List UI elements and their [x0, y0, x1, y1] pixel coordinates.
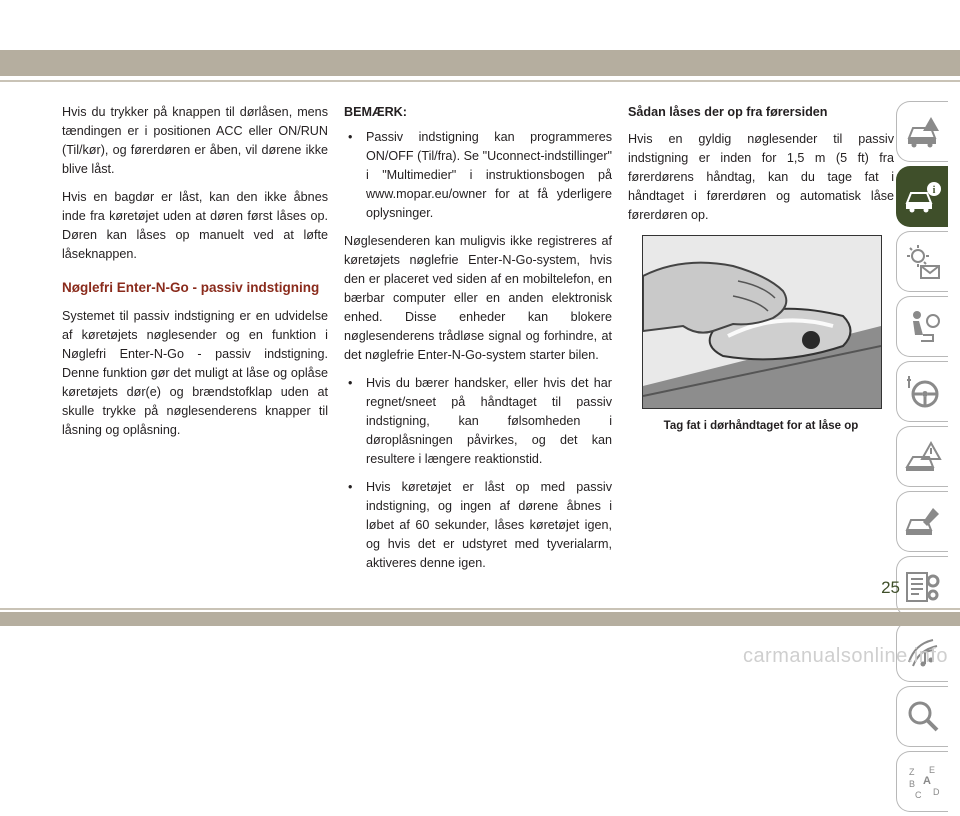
- paragraph: Hvis en bagdør er låst, kan den ikke åbnes inde fra køretøjet uden at døren først låses op. Døren kan låses op manuelt ved at løfte låseknappen.: [62, 190, 328, 261]
- seat-airbag-icon: [903, 307, 943, 347]
- header-rule: [0, 80, 960, 82]
- svg-text:A: A: [922, 774, 931, 787]
- bullet-list: [344, 374, 612, 573]
- paragraph: Hvis du trykker på knappen til dørlåsen, mens tændingen er i positionen ACC eller ON/RUN (Til/kør), og førerdøren er åben, vil dørene ikke blive låst.: [62, 105, 328, 176]
- roadside-triangle-icon: [903, 437, 943, 477]
- svg-text:E: E: [928, 764, 935, 775]
- paragraph: Systemet til passiv indstigning er en udvidelse af køretøjets nøglesender og en funktion i Nøglefri Enter-N-Go - passiv indstigning. Denne funktion gør det muligt at låse og oplåse køretøjets dør(e) og brændstofklap uden at skulle trykke på nøglesenderens knapper til låsning og oplåsning.: [62, 309, 328, 437]
- photo-caption: Tag fat i dørhåndtaget for at låse op: [663, 420, 859, 432]
- paragraph: Hvis en gyldig nøglesender til passiv indstigning er inden for 1,5 m (5 ft) fra førerdørens håndtag, kan du tage fat i håndtaget i førerdøren og automatisk låse førerdøren op.: [628, 132, 894, 222]
- list-item: • Hvis du bærer handsker, eller hvis det har regnet/sneet på håndtaget til passiv indstigning, kan følsomheden i døroplåsningen påvirkes, og det kan resultere i længere reaktionstid.: [344, 374, 612, 469]
- bullet-list: [344, 128, 612, 223]
- section-title: Sådan låses der op fra førersiden: [628, 105, 828, 119]
- car-warning-icon: [903, 112, 943, 152]
- list-item: • Passiv indstigning kan programmeres ON/OFF (Til/fra). Se "Uconnect-indstillinger" i "Multimedier" i instruktionsbogen på www.mopar.eu/owner for at få yderligere oplysninger.: [344, 128, 612, 223]
- tab-emergency[interactable]: [896, 426, 948, 487]
- light-message-icon: [903, 242, 943, 282]
- car-info-icon: [903, 177, 943, 217]
- tab-safety[interactable]: [896, 296, 948, 357]
- car-wrench-icon: [903, 502, 943, 542]
- section-heading: Nøglefri Enter-N-Go - passiv indstigning: [62, 280, 320, 295]
- footer-rule: [0, 608, 960, 610]
- tab-starting-driving[interactable]: [896, 361, 948, 422]
- spec-list-gear-icon: [903, 567, 943, 607]
- tab-search[interactable]: [896, 686, 948, 747]
- door-handle-photo: [642, 235, 882, 409]
- footer-band: [0, 612, 960, 626]
- watermark: carmanualsonline.info: [742, 645, 948, 667]
- column-middle: [344, 103, 612, 582]
- column-right: [628, 103, 894, 436]
- svg-text:D: D: [932, 786, 939, 797]
- chapter-tabs: [896, 101, 948, 816]
- steering-wheel-icon: [903, 372, 943, 412]
- tab-lights-messages[interactable]: [896, 231, 948, 292]
- tab-car-warning[interactable]: [896, 101, 948, 162]
- column-left: [62, 103, 328, 449]
- svg-text:Z: Z: [908, 766, 914, 777]
- note-label: BEMÆRK:: [344, 105, 407, 119]
- tab-index[interactable]: [896, 751, 948, 812]
- tab-service[interactable]: [896, 491, 948, 552]
- paragraph: Nøglesenderen kan muligvis ikke registreres af køretøjets nøglefrie Enter-N-Go-system, hvis den er placeret ved siden af en mobiltelefon, en bærbar computer eller en anden elektronisk enhed. Disse enheder kan blokere nøglesenderens trådløse signal og forhindre, at det nøglefrie Enter-N-Go-system starter bilen.: [344, 234, 612, 362]
- svg-text:B: B: [908, 778, 915, 789]
- page-number: 25: [881, 578, 900, 597]
- svg-text:C: C: [914, 789, 921, 800]
- tab-car-info[interactable]: [896, 166, 948, 227]
- search-icon: [903, 697, 943, 737]
- index-az-icon: [903, 762, 943, 802]
- svg-text:i: i: [932, 184, 935, 196]
- list-item: • Hvis køretøjet er låst op med passiv indstigning, og ingen af dørene åbnes i løbet af 60 sekunder, låses køretøjet igen, og hvis det er udstyret med tyverialarm, aktiveres denne igen.: [344, 478, 612, 573]
- header-band: [0, 50, 960, 76]
